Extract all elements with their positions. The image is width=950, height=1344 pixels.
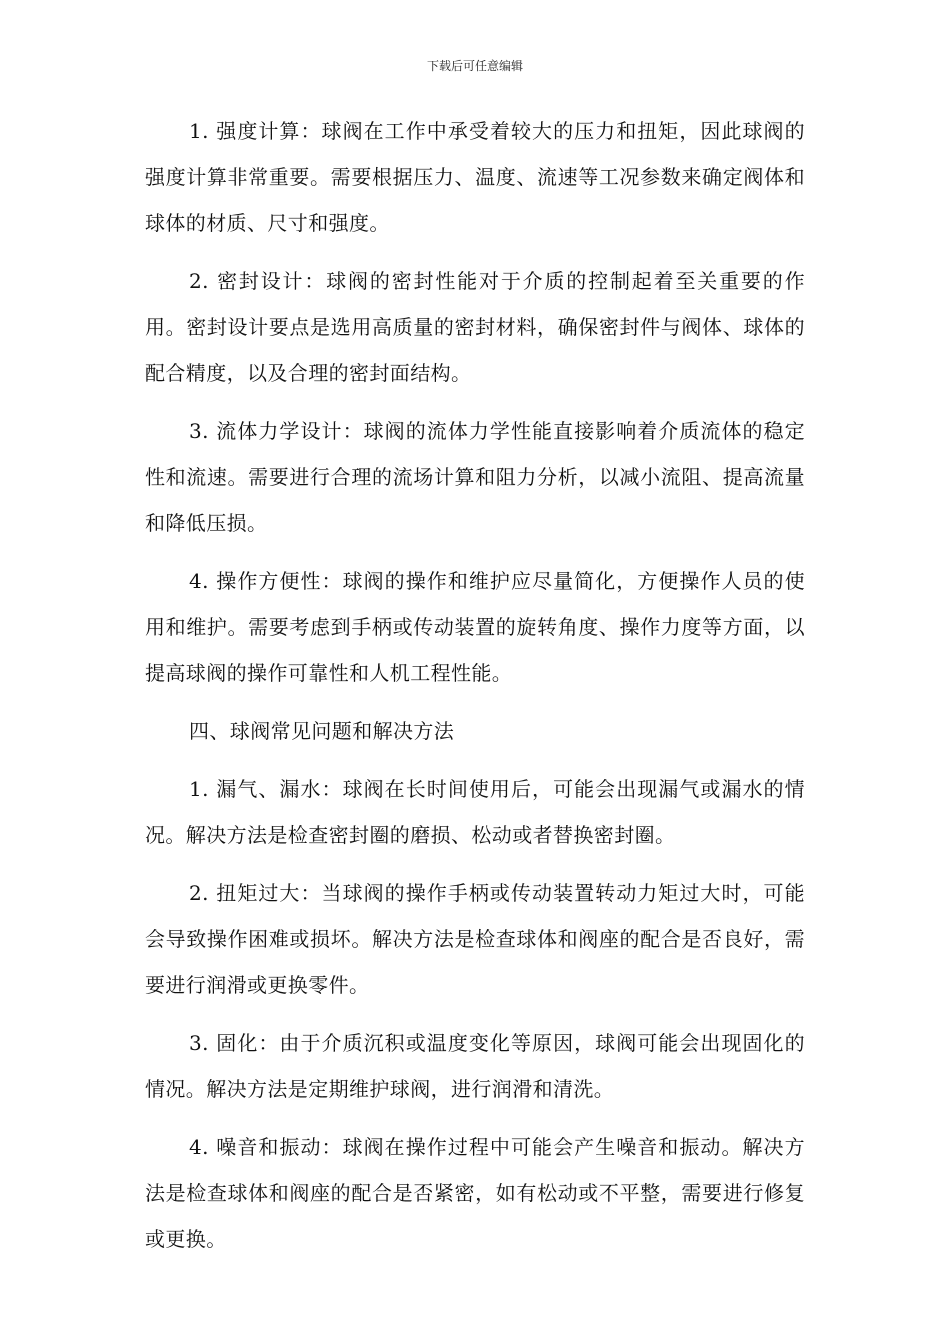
paragraph-operability: 4. 操作方便性：球阀的操作和维护应尽量简化，方便操作人员的使用和维护。需要考虑到手柄或传动装置的旋转角度、操作力度等方面，以提高球阀的操作可靠性和人机工程性能。	[145, 569, 805, 685]
paragraph-excessive-torque: 2. 扭矩过大：当球阀的操作手柄或传动装置转动力矩过大时，可能会导致操作困难或损坏。解决方法是检查球体和阀座的配合是否良好，需要进行润滑或更换零件。	[145, 881, 805, 997]
paragraph-fluid-dynamics-design: 3. 流体力学设计：球阀的流体力学性能直接影响着介质流体的稳定性和流速。需要进行合理的流场计算和阻力分析，以减小流阻、提高流量和降低压损。	[145, 419, 805, 535]
section-heading: 四、球阀常见问题和解决方法	[189, 719, 455, 743]
document-body	[145, 108, 805, 1274]
paragraph-solidification: 3. 固化：由于介质沉积或温度变化等原因，球阀可能会出现固化的情况。解决方法是定期维护球阀，进行润滑和清洗。	[145, 1031, 805, 1101]
paragraph-seal-design: 2. 密封设计：球阀的密封性能对于介质的控制起着至关重要的作用。密封设计要点是选用高质量的密封材料，确保密封件与阀体、球体的配合精度，以及合理的密封面结构。	[145, 269, 805, 385]
paragraph-strength-calculation: 1. 强度计算：球阀在工作中承受着较大的压力和扭矩，因此球阀的强度计算非常重要。需要根据压力、温度、流速等工况参数来确定阀体和球体的材质、尺寸和强度。	[145, 119, 805, 235]
paragraph-leakage: 1. 漏气、漏水：球阀在长时间使用后，可能会出现漏气或漏水的情况。解决方法是检查密封圈的磨损、松动或者替换密封圈。	[145, 777, 805, 847]
header-note: 下载后可任意编辑	[426, 59, 523, 73]
paragraph-noise-vibration: 4. 噪音和振动：球阀在操作过程中可能会产生噪音和振动。解决方法是检查球体和阀座的配合是否紧密，如有松动或不平整，需要进行修复或更换。	[145, 1135, 805, 1251]
